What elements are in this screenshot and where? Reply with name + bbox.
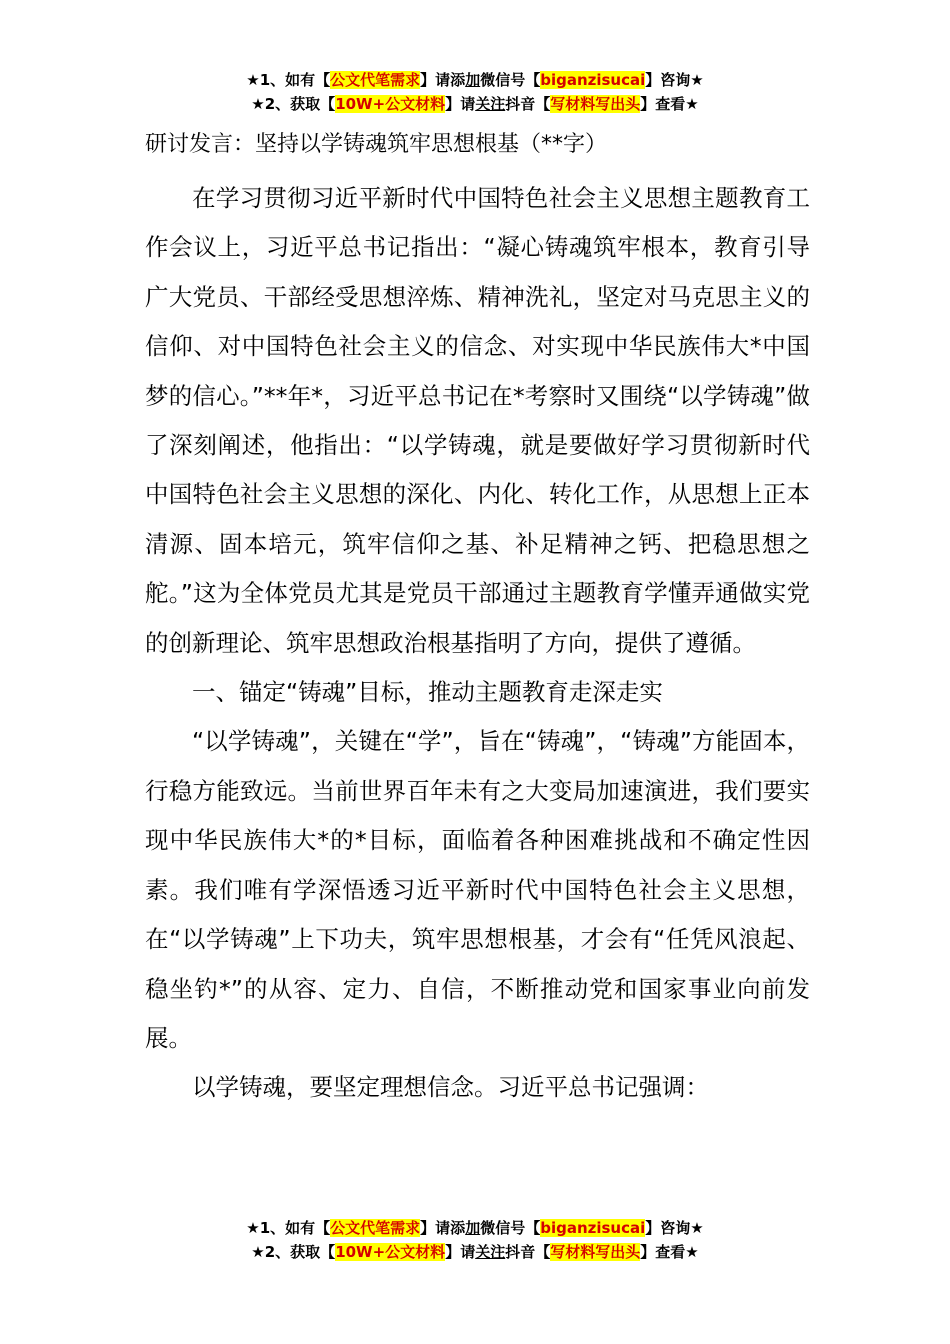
- section-1-paragraph: “以学铸魂”，关键在“学”，旨在“铸魂”，“铸魂”方能固本，行稳方能致远。当前世界百年未有之大变局加速演进，我们要实现中华民族伟大*的*目标，面临着各种困难挑战和不确定性因素。我们唯有学深悟透习近平新时代中国特色社会主义思想，在“以学铸魂”上下功夫，筑牢思想根基，才会有“任凭风浪起、稳坐钓*”的从容、定力、自信，不断推动党和国家事业向前发展。: [145, 727, 810, 1052]
- ad-text-underlined: 加: [465, 1219, 481, 1237]
- ad-text: 】咨询★: [645, 1219, 704, 1237]
- ad-text: 微信号【: [480, 1219, 541, 1237]
- ad-text: 】咨询★: [645, 71, 704, 89]
- ad-line-2: [0, 92, 950, 116]
- document-title: 研讨发言：坚持以学铸魂筑牢思想根基（**字）: [145, 132, 608, 157]
- ad-line-1: [0, 1216, 950, 1240]
- ad-text: 】查看★: [640, 95, 699, 113]
- ad-text: ★2、获取【: [251, 1243, 336, 1261]
- ad-text: 】查看★: [640, 1243, 699, 1261]
- ad-text: ★2、获取【: [251, 95, 336, 113]
- ad-highlight-douyin-account: 写材料写出头: [550, 1243, 641, 1261]
- ad-text: 】请: [445, 1243, 476, 1261]
- top-ad-banner: [0, 68, 950, 116]
- ad-text: ★1、如有【: [246, 1219, 331, 1237]
- intro-paragraph: 在学习贯彻习近平新时代中国特色社会主义思想主题教育工作会议上，习近平总书记指出：“凝心铸魂筑牢根本，教育引导广大党员、干部经受思想淬炼、精神洗礼，坚定对马克思主义的信仰、对中国特色社会主义的信念、对实现中华民族伟大*中国梦的信心。”**年*，习近平总书记在*考察时又围绕“以学铸魂”做了深刻阐述，他指出：“以学铸魂，就是要做好学习贯彻新时代中国特色社会主义思想的深化、内化、转化工作，从思想上正本清源、固本培元，筑牢信仰之基、补足精神之钙、把稳思想之舵。”这为全体党员尤其是党员干部通过主题教育学懂弄通做实党的创新理论、筑牢思想政治根基指明了方向，提供了遵循。: [145, 184, 810, 657]
- ad-text: 抖音【: [505, 95, 551, 113]
- ad-text: 】请: [445, 95, 476, 113]
- ad-highlight-materials: 10W+公文材料: [335, 1243, 446, 1261]
- ad-text-underlined: 关注: [475, 1243, 506, 1261]
- ad-highlight-materials: 10W+公文材料: [335, 95, 446, 113]
- ad-line-2: [0, 1240, 950, 1264]
- ad-text: ★1、如有【: [246, 71, 331, 89]
- ad-text-underlined: 加: [465, 71, 481, 89]
- ad-text: 抖音【: [505, 1243, 551, 1261]
- ad-text: 】请添: [420, 1219, 466, 1237]
- ad-highlight-wechat-id: biganzisucai: [540, 71, 646, 89]
- ad-line-1: [0, 68, 950, 92]
- ad-text: 微信号【: [480, 71, 541, 89]
- ad-highlight-wechat-id: biganzisucai: [540, 1219, 646, 1237]
- ad-highlight-douyin-account: 写材料写出头: [550, 95, 641, 113]
- ad-highlight-writing-service: 公文代笔需求: [330, 71, 421, 89]
- ad-text: 】请添: [420, 71, 466, 89]
- document-body: [145, 128, 810, 1113]
- section-1-paragraph: 以学铸魂，要坚定理想信念。习近平总书记强调：: [192, 1073, 709, 1102]
- section-heading-1: 一、锚定“铸魂”目标，推动主题教育走深走实: [192, 678, 663, 707]
- ad-highlight-writing-service: 公文代笔需求: [330, 1219, 421, 1237]
- bottom-ad-banner: [0, 1216, 950, 1264]
- ad-text-underlined: 关注: [475, 95, 506, 113]
